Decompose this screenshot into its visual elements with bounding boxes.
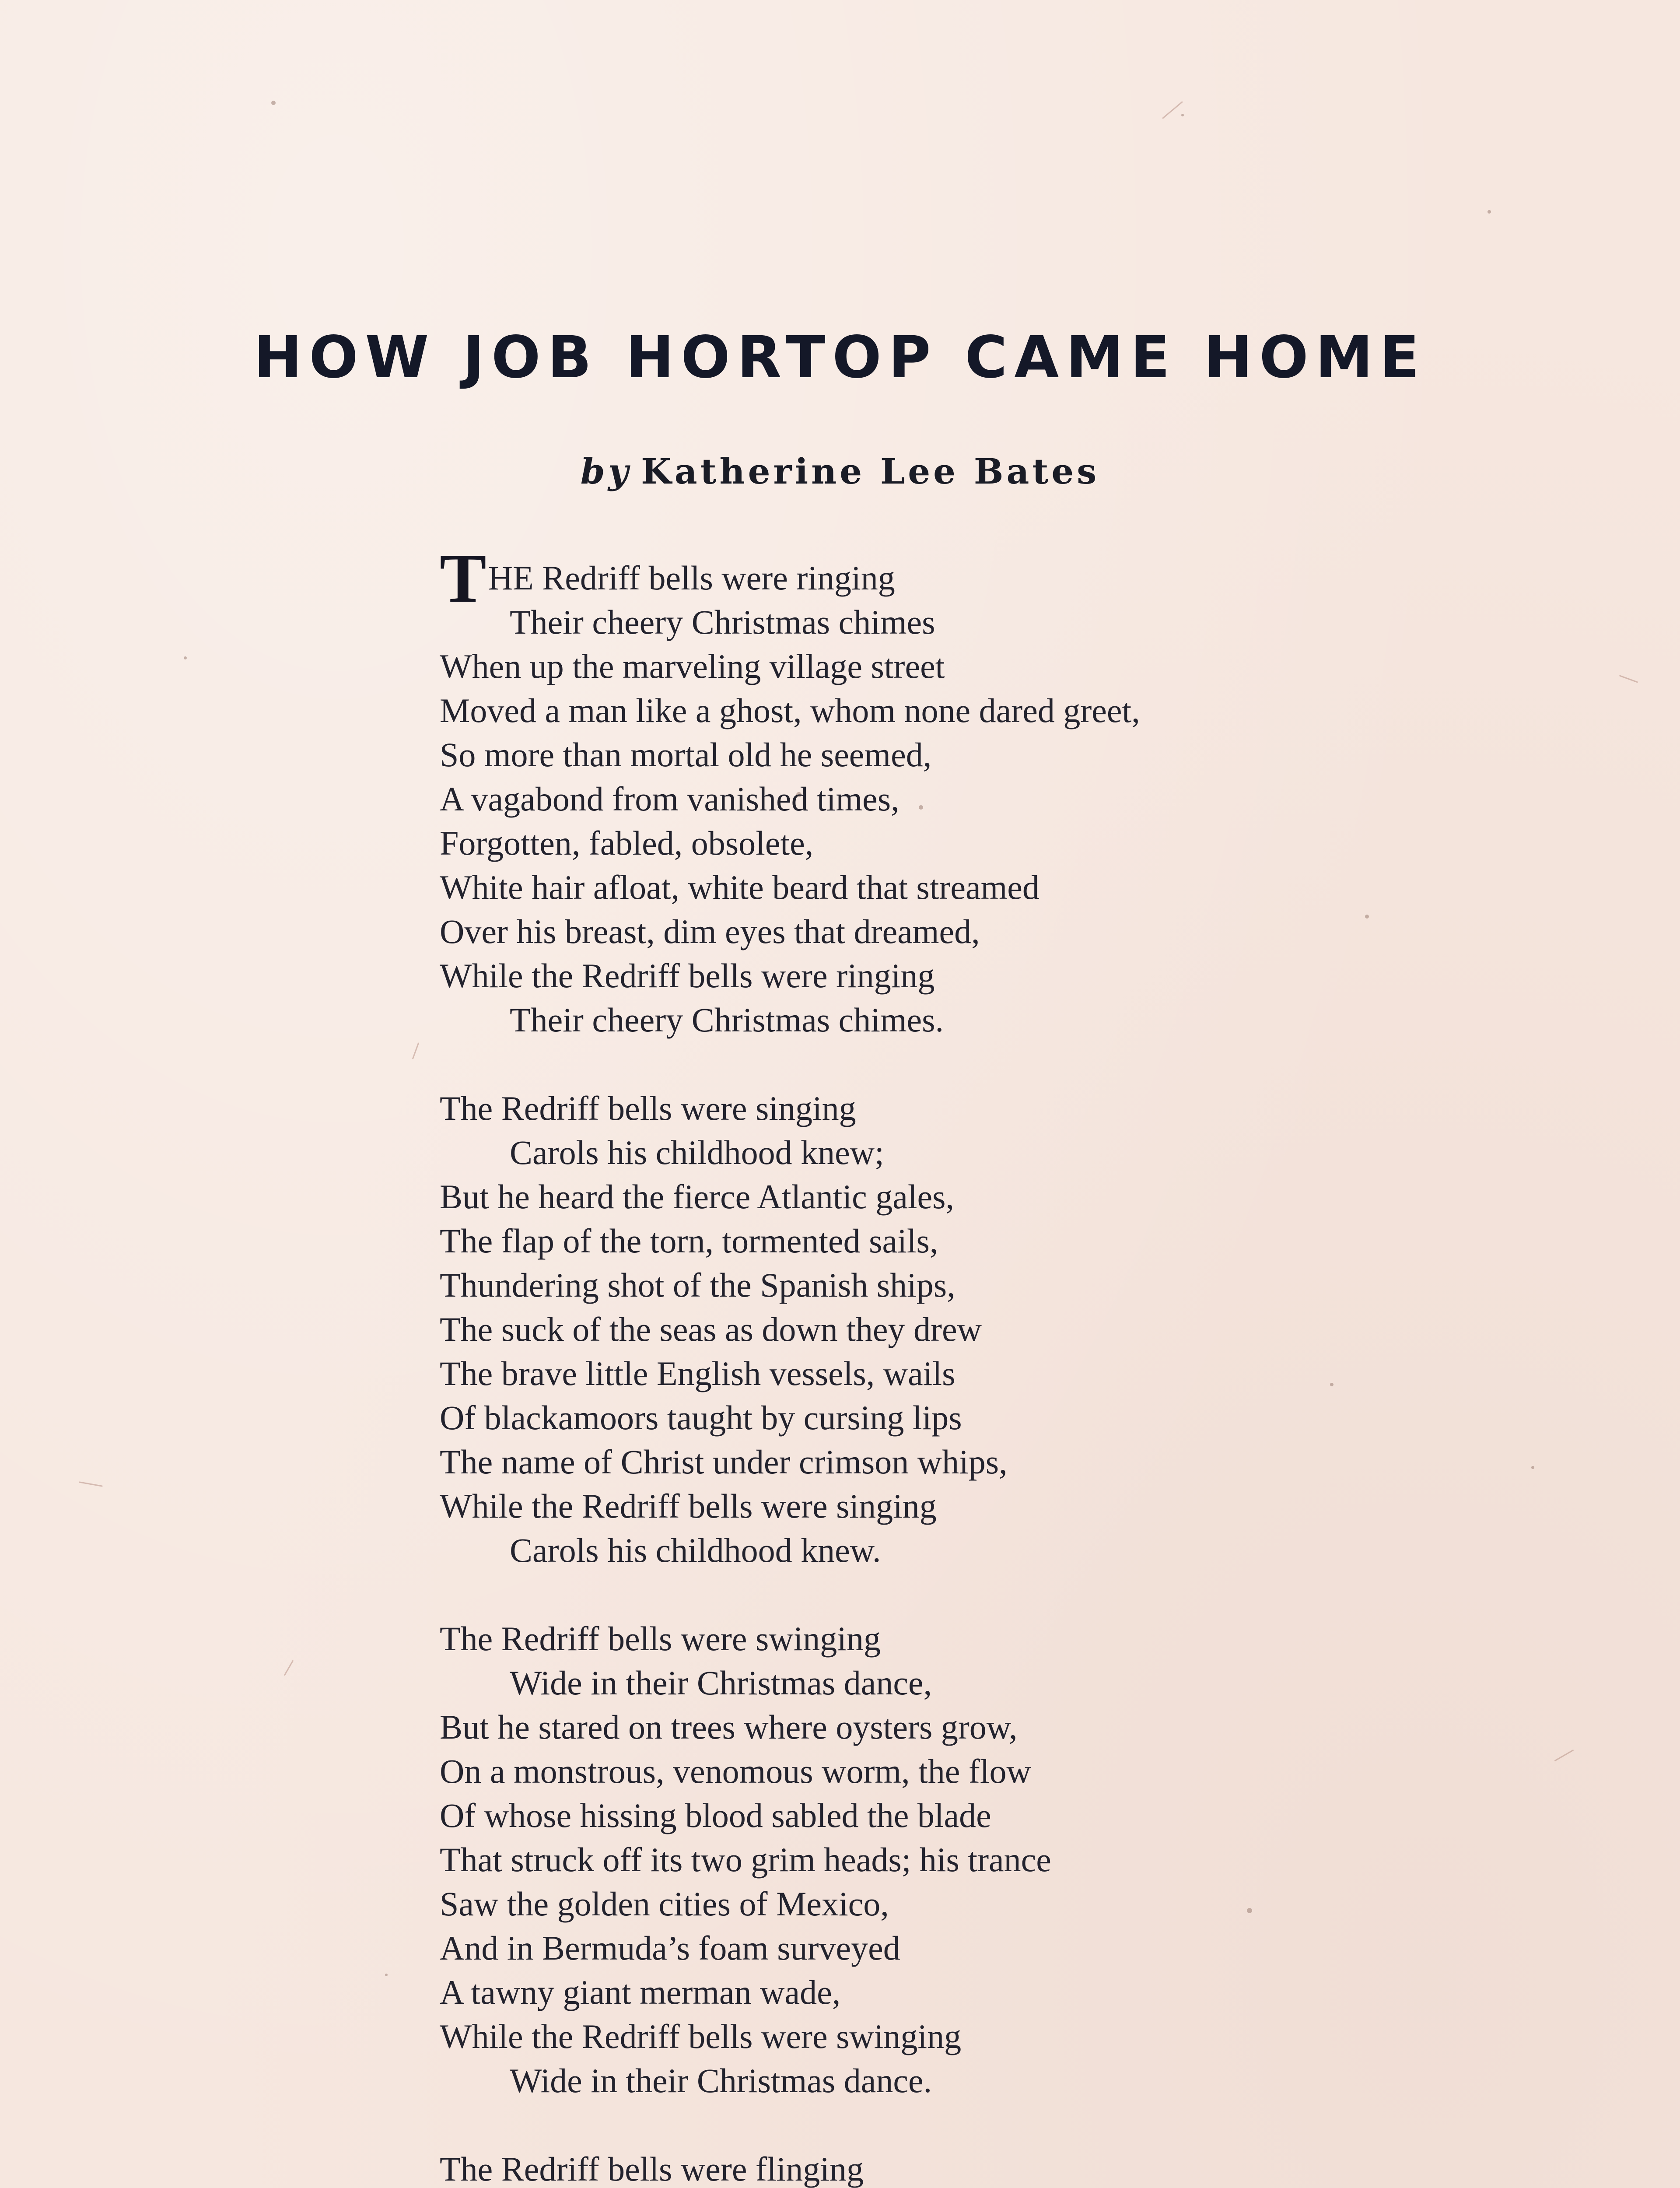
poem-line: That struck off its two grim heads; his trance bbox=[440, 1841, 1051, 1879]
poem-line: The brave little English vessels, wails bbox=[440, 1354, 956, 1392]
poem-line: While the Redriff bells were singing bbox=[440, 1487, 937, 1525]
poem-line bbox=[440, 539, 1446, 617]
poem-line: The flap of the torn, tormented sails, bbox=[440, 1222, 938, 1260]
poem-line: But he stared on trees where oysters grow, bbox=[440, 1708, 1018, 1746]
poem-line: While the Redriff bells were swinging bbox=[440, 2017, 962, 2055]
poem-line: While the Redriff bells were ringing bbox=[440, 957, 935, 995]
stanza-break bbox=[440, 1042, 1446, 1086]
poem-line: Moved a man like a ghost, whom none dared greet, bbox=[440, 691, 1140, 729]
poem-line: And in Bermuda’s foam surveyed bbox=[440, 1929, 900, 1967]
stanza-break bbox=[440, 1572, 1446, 1616]
poem-line: On a monstrous, venomous worm, the flow bbox=[440, 1752, 1031, 1790]
poem-line: Their cheery Christmas chimes. bbox=[510, 1001, 944, 1039]
poem-line: Thundering shot of the Spanish ships, bbox=[440, 1266, 956, 1304]
poem-body bbox=[440, 539, 1446, 2188]
poem-line: The name of Christ under crimson whips, bbox=[440, 1443, 1008, 1481]
poem-line: The Redriff bells were singing bbox=[440, 1089, 856, 1127]
poem-line: The Redriff bells were swinging bbox=[440, 1620, 881, 1658]
poem-line: So more than mortal old he seemed, bbox=[440, 736, 932, 774]
drop-cap: T bbox=[440, 539, 486, 617]
poem-line: Carols his childhood knew; bbox=[510, 1133, 884, 1171]
byline-prefix: by bbox=[580, 451, 632, 492]
poem-line: White hair afloat, white beard that streamed bbox=[440, 868, 1040, 906]
poem-line: A vagabond from vanished times, bbox=[440, 780, 900, 818]
first-line-text: HE Redriff bells were ringing bbox=[488, 559, 895, 597]
poem-line: But he heard the fierce Atlantic gales, bbox=[440, 1178, 955, 1216]
poem-line: The suck of the seas as down they drew bbox=[440, 1310, 982, 1348]
byline bbox=[0, 451, 1680, 492]
poem-line: Wide in their Christmas dance. bbox=[510, 2062, 932, 2100]
poem-line: Of whose hissing blood sabled the blade bbox=[440, 1796, 991, 1834]
stanza-break bbox=[440, 2103, 1446, 2147]
poem-line: Carols his childhood knew. bbox=[510, 1531, 881, 1569]
poem-line: A tawny giant merman wade, bbox=[440, 1973, 841, 2011]
poem-line: The Redriff bells were flinging bbox=[440, 2150, 864, 2188]
author-name: Katherine Lee Bates bbox=[641, 451, 1100, 492]
poem-line: When up the marveling village street bbox=[440, 647, 945, 685]
poem-title: HOW JOB HORTOP CAME HOME bbox=[253, 324, 1427, 391]
poem-line: Their cheery Christmas chimes bbox=[510, 603, 935, 641]
poem-line: Wide in their Christmas dance, bbox=[510, 1664, 932, 1702]
poem-line: Of blackamoors taught by cursing lips bbox=[440, 1399, 962, 1437]
poem-line: Over his breast, dim eyes that dreamed, bbox=[440, 912, 980, 950]
poem-line: Saw the golden cities of Mexico, bbox=[440, 1885, 889, 1923]
poem-line: Forgotten, fabled, obsolete, bbox=[440, 824, 814, 862]
